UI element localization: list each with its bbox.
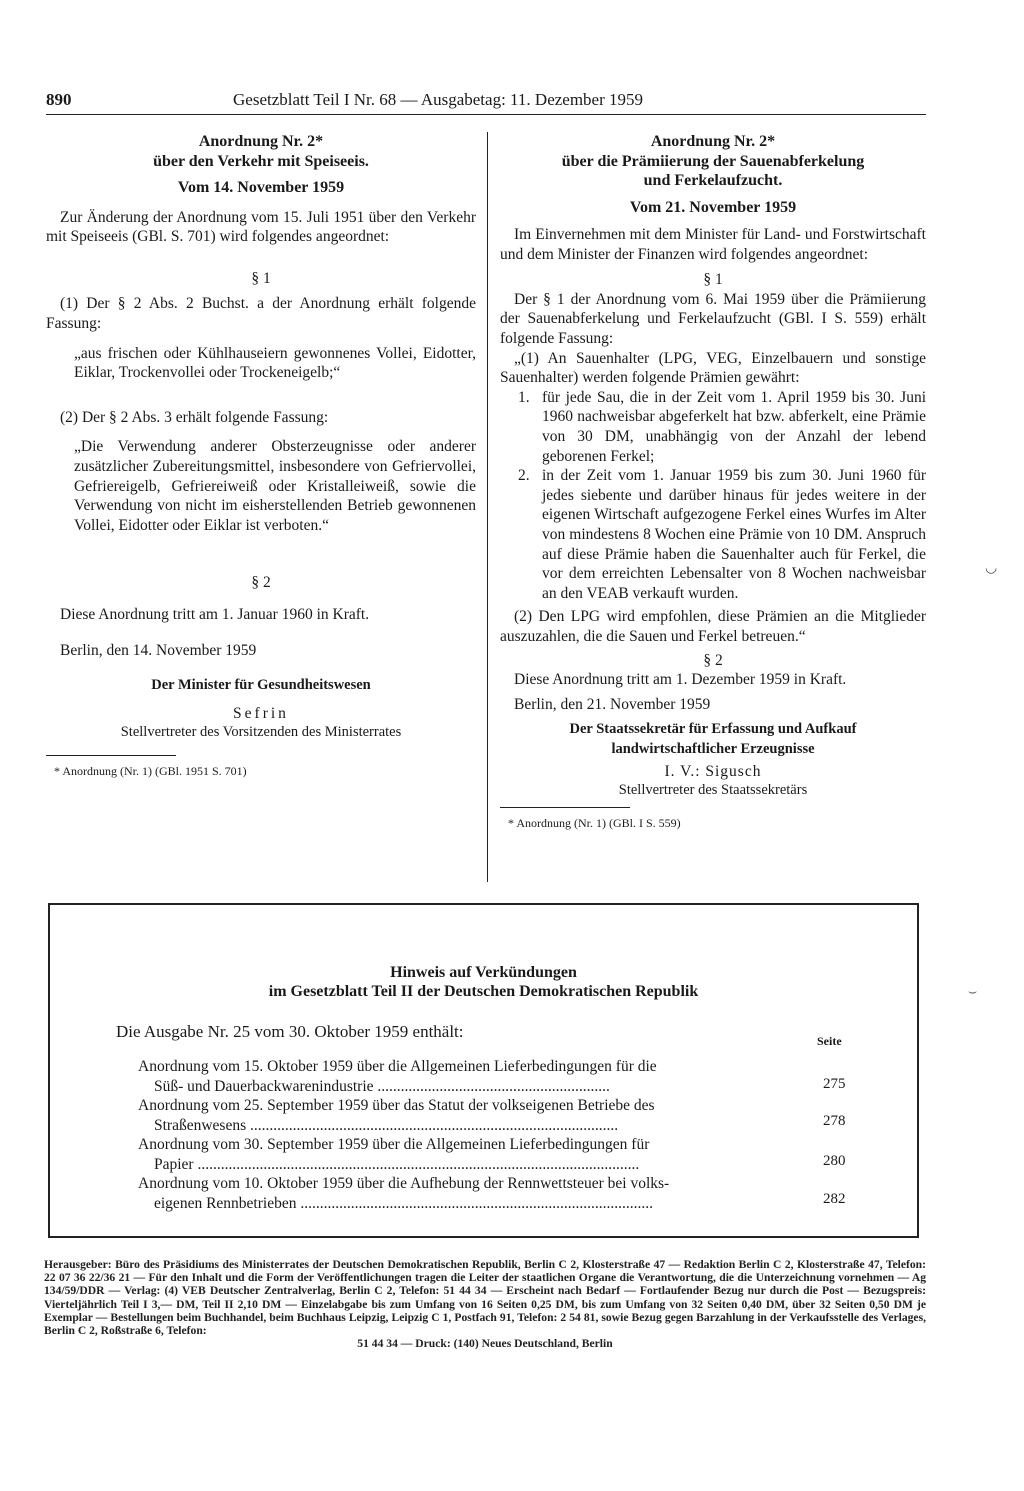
running-title: Gesetzblatt Teil I Nr. 68 — Ausgabetag: 11. Dezember 1959 bbox=[233, 90, 644, 109]
notice-box bbox=[48, 903, 919, 1238]
margin-mark: ⌣ bbox=[968, 985, 978, 1000]
notice-entry bbox=[138, 1057, 798, 1096]
list-item-number: 2. bbox=[518, 467, 530, 485]
margin-mark: ◡ bbox=[985, 561, 998, 576]
notice-entry-page: 282 bbox=[823, 1191, 846, 1207]
list-item-text: für jede Sau, die in der Zeit vom 1. April 1959 bis 30. Juni 1960 nachweisbar abgeferkelt hat bzw. abferkelt, eine Prämie von 30 DM, unabhängig von der Anzahl der lebend geborenen Ferkel; bbox=[542, 388, 926, 465]
right-place-date: Berlin, den 21. November 1959 bbox=[514, 695, 711, 713]
left-title-line2: über den Verkehr mit Speiseeis. bbox=[153, 152, 369, 170]
notice-intro: Die Ausgabe Nr. 25 vom 30. Oktober 1959 enthält: bbox=[116, 1022, 464, 1041]
right-footnote: * Anordnung (Nr. 1) (GBl. I S. 559) bbox=[508, 815, 681, 830]
right-column bbox=[500, 132, 926, 833]
right-title-line3: und Ferkelaufzucht. bbox=[643, 172, 783, 189]
list-item bbox=[500, 388, 926, 466]
right-signature-title bbox=[500, 720, 926, 759]
left-section-2: § 2 bbox=[251, 574, 271, 592]
left-title-line1: Anordnung Nr. 2* bbox=[198, 133, 324, 150]
notice-entry-page: 275 bbox=[823, 1076, 846, 1092]
notice-entry-line2: eigenen Rennbetrieben ........................................................................................... bbox=[154, 1194, 653, 1212]
right-paragraph-1: Der § 1 der Anordnung vom 6. Mai 1959 über die Prämiierung der Sauenabferkelung und Ferkelaufzucht (GBl. I S. 559) erhält folgende Fassung: bbox=[500, 290, 926, 348]
right-premium-list bbox=[500, 388, 926, 604]
left-date: Vom 14. November 1959 bbox=[177, 179, 345, 196]
left-quote-1: „aus frischen oder Kühlhauseiern gewonnenes Vollei, Eidotter, Eiklar, Trockenvollei oder Trockeneigelb;“ bbox=[74, 344, 476, 382]
left-section-1: § 1 bbox=[251, 269, 271, 287]
notice-entry bbox=[138, 1096, 798, 1135]
notice-entry-line1: Anordnung vom 10. Oktober 1959 über die Aufhebung der Rennwettsteuer bei volks- bbox=[138, 1175, 670, 1192]
right-date: Vom 21. November 1959 bbox=[629, 198, 797, 216]
notice-entry-line2: Süß- und Dauerbackwarenindustrie ............................................................ bbox=[154, 1077, 610, 1095]
header-rule bbox=[46, 114, 926, 115]
left-paragraph-2: (2) Der § 2 Abs. 3 erhält folgende Fassung: bbox=[60, 408, 329, 426]
notice-title bbox=[50, 963, 917, 1001]
notice-entry bbox=[138, 1135, 798, 1174]
page-number: 890 bbox=[46, 90, 72, 109]
right-signature-role: Stellvertreter des Staatssekretärs bbox=[618, 782, 808, 799]
notice-entry-line2: Straßenwesens ............................................................................................... bbox=[154, 1116, 619, 1134]
right-paragraph-4: Diese Anordnung tritt am 1. Dezember 1959 in Kraft. bbox=[514, 671, 847, 689]
notice-entry-line1: Anordnung vom 25. September 1959 über das Statut der volkseigenen Betriebe des bbox=[138, 1097, 655, 1114]
notice-entry-line1: Anordnung vom 30. September 1959 über die Allgemeinen Lieferbedingungen für bbox=[138, 1136, 650, 1153]
list-item-number: 1. bbox=[518, 388, 530, 406]
left-title bbox=[46, 132, 476, 171]
left-signature-role: Stellvertreter des Vorsitzenden des Ministerrates bbox=[120, 724, 402, 741]
notice-entry-line1: Anordnung vom 15. Oktober 1959 über die Allgemeinen Lieferbedingungen für die bbox=[138, 1058, 657, 1075]
right-signature-title-line1: Der Staatssekretär für Erfassung und Aufkauf bbox=[569, 721, 857, 738]
right-title-line2: über die Prämiierung der Sauenabferkelung bbox=[561, 152, 865, 170]
right-footnote-rule bbox=[500, 807, 630, 808]
right-signature-name: I. V.: Sigusch bbox=[664, 762, 762, 780]
left-place-date: Berlin, den 14. November 1959 bbox=[60, 641, 257, 659]
right-section-1: § 1 bbox=[703, 271, 723, 289]
right-intro: Im Einvernehmen mit dem Minister für Land- und Forstwirtschaft und dem Minister der Finanzen wird folgendes angeordnet: bbox=[500, 226, 926, 263]
left-signature-name: Sefrin bbox=[233, 704, 289, 722]
right-title-line1: Anordnung Nr. 2* bbox=[650, 133, 776, 150]
notice-entry-page: 280 bbox=[823, 1153, 846, 1169]
right-paragraph-2: „(1) An Sauenhalter (LPG, VEG, Einzelbauern und sonstige Sauenhalter) werden folgende Prämien gewährt: bbox=[500, 349, 926, 387]
left-footnote-rule bbox=[46, 755, 176, 756]
notice-title-line2: im Gesetzblatt Teil II der Deutschen Demokratischen Republik bbox=[268, 983, 699, 1000]
imprint-text: Herausgeber: Büro des Präsidiums des Ministerrates der Deutschen Demokratischen Republik, Berlin C 2, Klosterstraße 47 — Redaktion Berlin C 2, Klosterstraße 47, Telefon: 22 07 36 22/36 21 — Für den Inhalt und die Form der Veröffentlichungen tragen die Leiter der staatlichen Organe die Verantwortung, die die Unterzeichnung vornehmen — Ag 134/59/DDR — Verlag: (4) VEB Deutscher Zentralverlag, Berlin C 2, Telefon: 51 44 34 — Erscheint nach Bedarf — Fortlaufender Bezug nur durch die Post — Bezugspreis: Vierteljährlich Teil I 3,— DM, Teil II 2,10 DM — Einzelabgabe bis zum Umfang von 16 Seiten 0,25 DM, bis zum Umfang von 32 Seiten 0,40 DM, über 32 Seiten 0,50 DM je Exemplar — Bestellungen beim Buchhandel, beim Buchhaus Leipzig, Leipzig C 1, Postfach 91, Telefon: 2 54 81, sowie Bezug gegen Barzahlung in der Verkaufsstelle des Verlages, Berlin C 2, Roßstraße 6, Telefon: bbox=[44, 1258, 926, 1338]
right-paragraph-3: (2) Den LPG wird empfohlen, diese Prämien an die Mitglieder auszuzahlen, die die Sauen und Ferkel betreuen.“ bbox=[500, 608, 926, 645]
left-signature-title: Der Minister für Gesundheitswesen bbox=[151, 677, 371, 694]
notice-entry-page: 278 bbox=[823, 1113, 846, 1129]
column-divider bbox=[487, 132, 488, 882]
left-paragraph-3: Diese Anordnung tritt am 1. Januar 1960 in Kraft. bbox=[60, 605, 370, 623]
right-title bbox=[500, 132, 926, 191]
list-item bbox=[500, 466, 926, 603]
left-paragraph-1: (1) Der § 2 Abs. 2 Buchst. a der Anordnung erhält folgende Fassung: bbox=[46, 295, 476, 332]
notice-entry-line2: Papier .................................................................................................................. bbox=[154, 1155, 640, 1173]
left-column bbox=[46, 132, 476, 781]
left-footnote: * Anordnung (Nr. 1) (GBl. 1951 S. 701) bbox=[54, 763, 247, 778]
left-quote-2: „Die Verwendung anderer Obsterzeugnisse oder anderer zusätzlicher Zubereitungsmittel, insbesondere von Gefriervollei, Gefriereigelb, Gefriereiweiß oder Kristalleiweiß, sowie die Verwendung von nicht im eisherstellenden Betrieb gewonnenen Vollei, Eidotter oder Eiklar ist verboten.“ bbox=[74, 438, 476, 534]
page-column-label: Seite bbox=[817, 1034, 842, 1048]
list-item-text: in der Zeit vom 1. Januar 1959 bis zum 30. Juni 1960 für jedes siebente und darüber hinaus für jedes weitere in der eigenen Wirtschaft aufgezogene Ferkel eines Wurfes im Alter von mindestens 8 Wochen eine Prämie von 10 DM. Anspruch auf diese Prämie haben die Sauenhalter auch für Ferkel, die vor dem erreichten Lebensalter von 8 Wochen nachweisbar an den VEAB verkauft wurden. bbox=[542, 467, 926, 602]
imprint-last-line: 51 44 34 — Druck: (140) Neues Deutschland, Berlin bbox=[357, 1337, 613, 1351]
right-section-2: § 2 bbox=[703, 651, 723, 669]
notice-title-line1: Hinweis auf Verkündungen bbox=[390, 964, 577, 981]
right-signature-title-line2: landwirtschaftlicher Erzeugnisse bbox=[611, 740, 815, 757]
left-intro: Zur Änderung der Anordnung vom 15. Juli 1951 über den Verkehr mit Speiseeis (GBl. S. 701) wird folgendes angeordnet: bbox=[46, 208, 476, 246]
imprint bbox=[44, 1258, 926, 1350]
notice-entry bbox=[138, 1174, 798, 1213]
